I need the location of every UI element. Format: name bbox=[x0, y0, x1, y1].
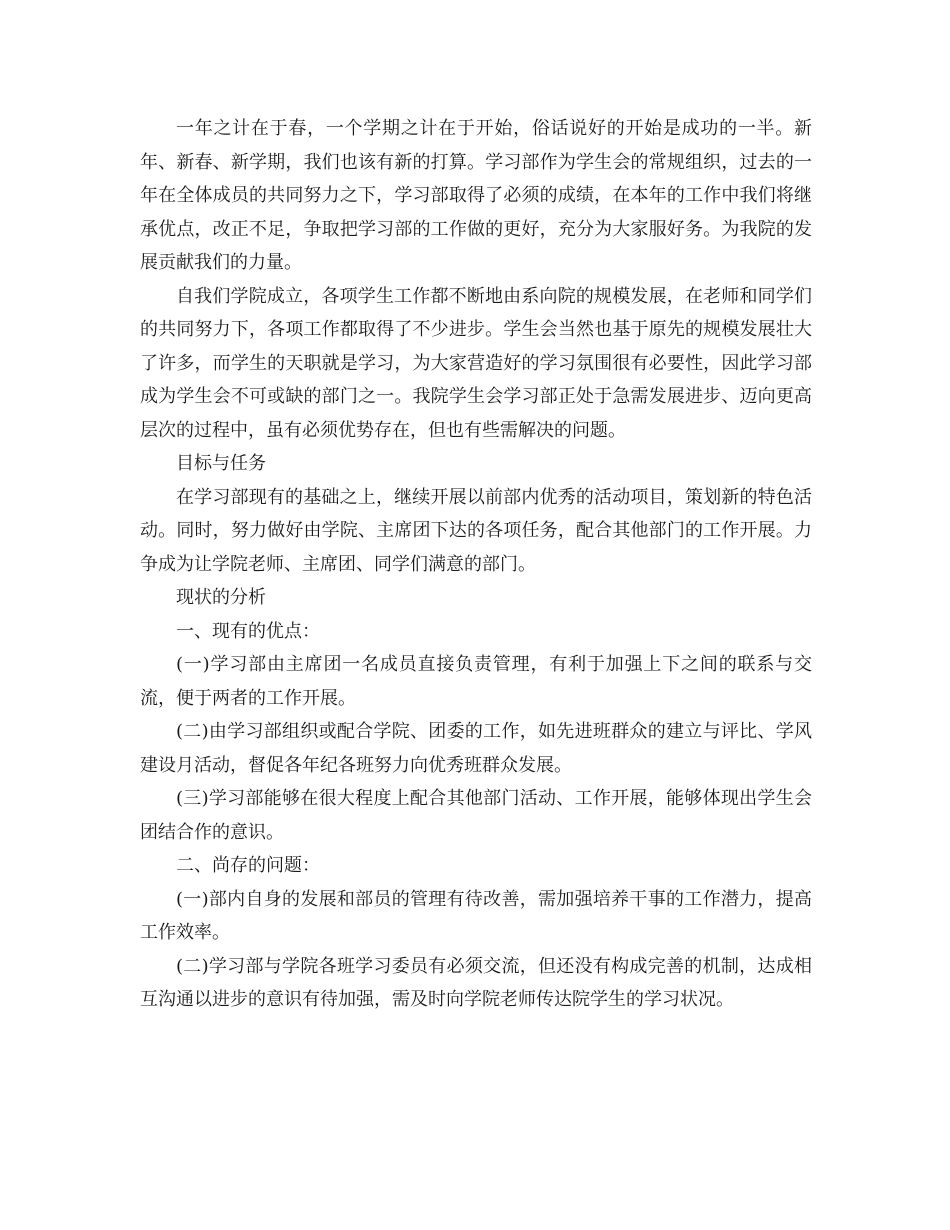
paragraph-strength-3: (三)学习部能够在很大程度上配合其他部门活动、工作开展，能够体现出学生会团结合作的意识。 bbox=[140, 788, 812, 843]
paragraph-background: 自我们学院成立，各项学生工作都不断地由系向院的规模发展，在老师和同学们的共同努力下，各项工作都取得了不少进步。学生会当然也基于原先的规模发展壮大了许多，而学生的天职就是学习，为大家营造好的学习氛围很有必要性，因此学习部成为学生会不可或缺的部门之一。我院学生会学习部正处于急需发展进步、迈向更高层次的过程中，虽有必须优势存在，但也有些需解决的问题。 bbox=[140, 285, 812, 441]
document-body bbox=[140, 112, 812, 1017]
heading-goals: 目标与任务 bbox=[176, 453, 266, 474]
heading-problems: 二、尚存的问题： bbox=[176, 855, 320, 876]
paragraph-problem-2: (二)学习部与学院各班学习委员有必须交流，但还没有构成完善的机制，达成相互沟通以进步的意识有待加强，需及时向学院老师传达院学生的学习状况。 bbox=[140, 955, 812, 1010]
paragraph-goals: 在学习部现有的基础之上，继续开展以前部内优秀的活动项目，策划新的特色活动。同时，努力做好由学院、主席团下达的各项任务，配合其他部门的工作开展。力争成为让学院老师、主席团、同学们满意的部门。 bbox=[140, 486, 812, 575]
heading-analysis: 现状的分析 bbox=[176, 587, 266, 608]
paragraph-strength-1: (一)学习部由主席团一名成员直接负责管理，有利于加强上下之间的联系与交流，便于两者的工作开展。 bbox=[140, 654, 812, 709]
paragraph-problem-1: (一)部内自身的发展和部员的管理有待改善，需加强培养干事的工作潜力，提高工作效率。 bbox=[140, 888, 812, 943]
paragraph-intro: 一年之计在于春，一个学期之计在于开始，俗话说好的开始是成功的一半。新年、新春、新学期，我们也该有新的打算。学习部作为学生会的常规组织，过去的一年在全体成员的共同努力之下，学习部取得了必须的成绩，在本年的工作中我们将继承优点，改正不足，争取把学习部的工作做的更好，充分为大家服好务。为我院的发展贡献我们的力量。 bbox=[140, 118, 812, 273]
paragraph-strength-2: (二)由学习部组织或配合学院、团委的工作，如先进班群众的建立与评比、学风建设月活动，督促各年纪各班努力向优秀班群众发展。 bbox=[140, 721, 812, 776]
heading-strengths: 一、现有的优点： bbox=[176, 620, 320, 642]
